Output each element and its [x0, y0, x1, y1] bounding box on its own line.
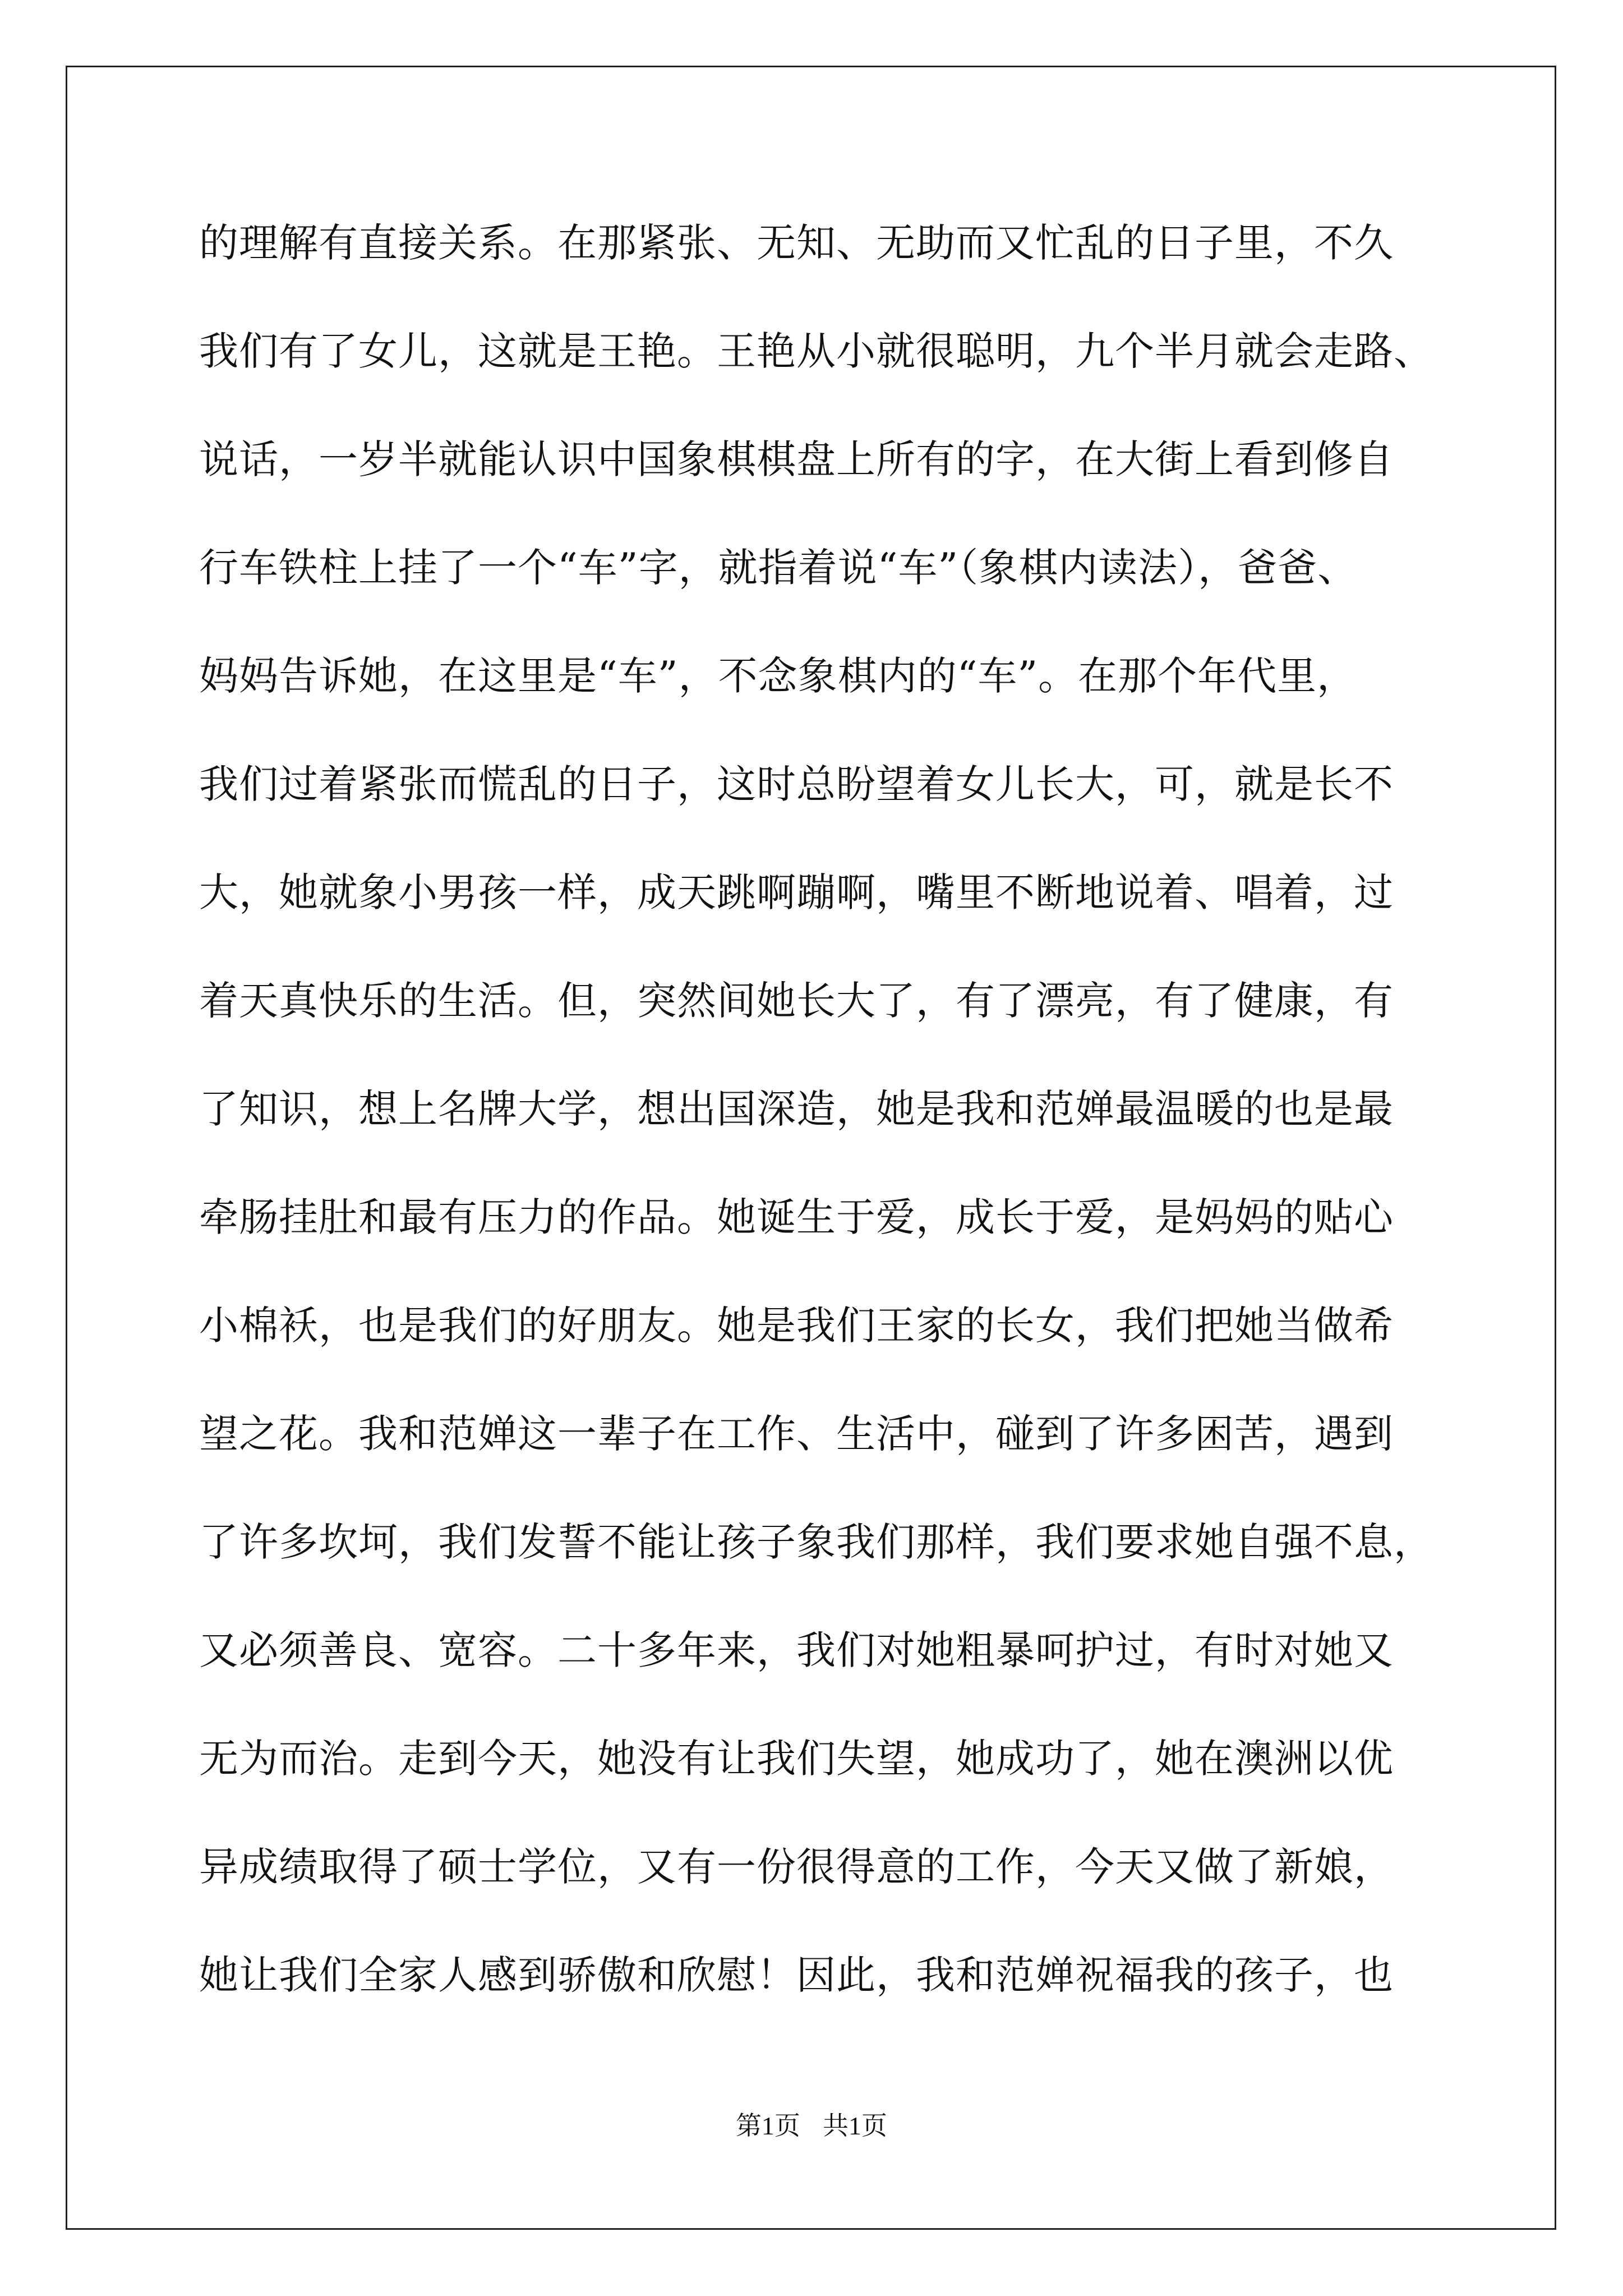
- text-line: 望之花。我和范婵这一辈子在工作、生活中，碰到了许多困苦，遇到: [199, 1411, 1394, 1457]
- text-line: 的理解有直接关系。在那紧张、无知、无助而又忙乱的日子里，不久: [199, 220, 1394, 266]
- text-line: 我们过着紧张而慌乱的日子，这时总盼望着女儿长大，可，就是长不: [199, 761, 1394, 807]
- text-line: 我们有了女儿，这就是王艳。王艳从小就很聪明，九个半月就会走路、: [199, 328, 1433, 374]
- text-line: 她让我们全家人感到骄傲和欣慰！因此，我和范婵祝福我的孩子，也: [199, 1952, 1394, 1998]
- page-total: 共1页: [823, 2111, 887, 2140]
- page-number: 第1页: [736, 2111, 800, 2140]
- page-footer: [0, 2109, 1623, 2143]
- document-body: [199, 212, 1433, 2053]
- text-line: 了许多坎坷，我们发誓不能让孩子象我们那样，我们要求她自强不息，: [199, 1519, 1433, 1565]
- text-line: 牵肠挂肚和最有压力的作品。她诞生于爱，成长于爱，是妈妈的贴心: [199, 1194, 1394, 1240]
- text-line: 又必须善良、宽容。二十多年来，我们对她粗暴呵护过，有时对她又: [199, 1627, 1394, 1673]
- text-line: 了知识，想上名牌大学，想出国深造，她是我和范婵最温暖的也是最: [199, 1086, 1394, 1132]
- text-line: 大，她就象小男孩一样，成天跳啊蹦啊，嘴里不断地说着、唱着，过: [199, 869, 1394, 915]
- text-line: 说话，一岁半就能认识中国象棋棋盘上所有的字，在大街上看到修自: [199, 436, 1394, 482]
- text-line: 妈妈告诉她，在这里是“车”，不念象棋内的“车”。在那个年代里，: [199, 653, 1357, 699]
- text-line: 着天真快乐的生活。但，突然间她长大了，有了漂亮，有了健康，有: [199, 978, 1394, 1024]
- text-line: 异成绩取得了硕士学位，又有一份很得意的工作，今天又做了新娘，: [199, 1844, 1394, 1890]
- text-line: 无为而治。走到今天，她没有让我们失望，她成功了，她在澳洲以优: [199, 1736, 1394, 1782]
- text-line: 行车铁柱上挂了一个“车”字，就指着说“车”（象棋内读法），爸爸、: [199, 545, 1358, 591]
- text-line: 小棉袄，也是我们的好朋友。她是我们王家的长女，我们把她当做希: [199, 1303, 1394, 1349]
